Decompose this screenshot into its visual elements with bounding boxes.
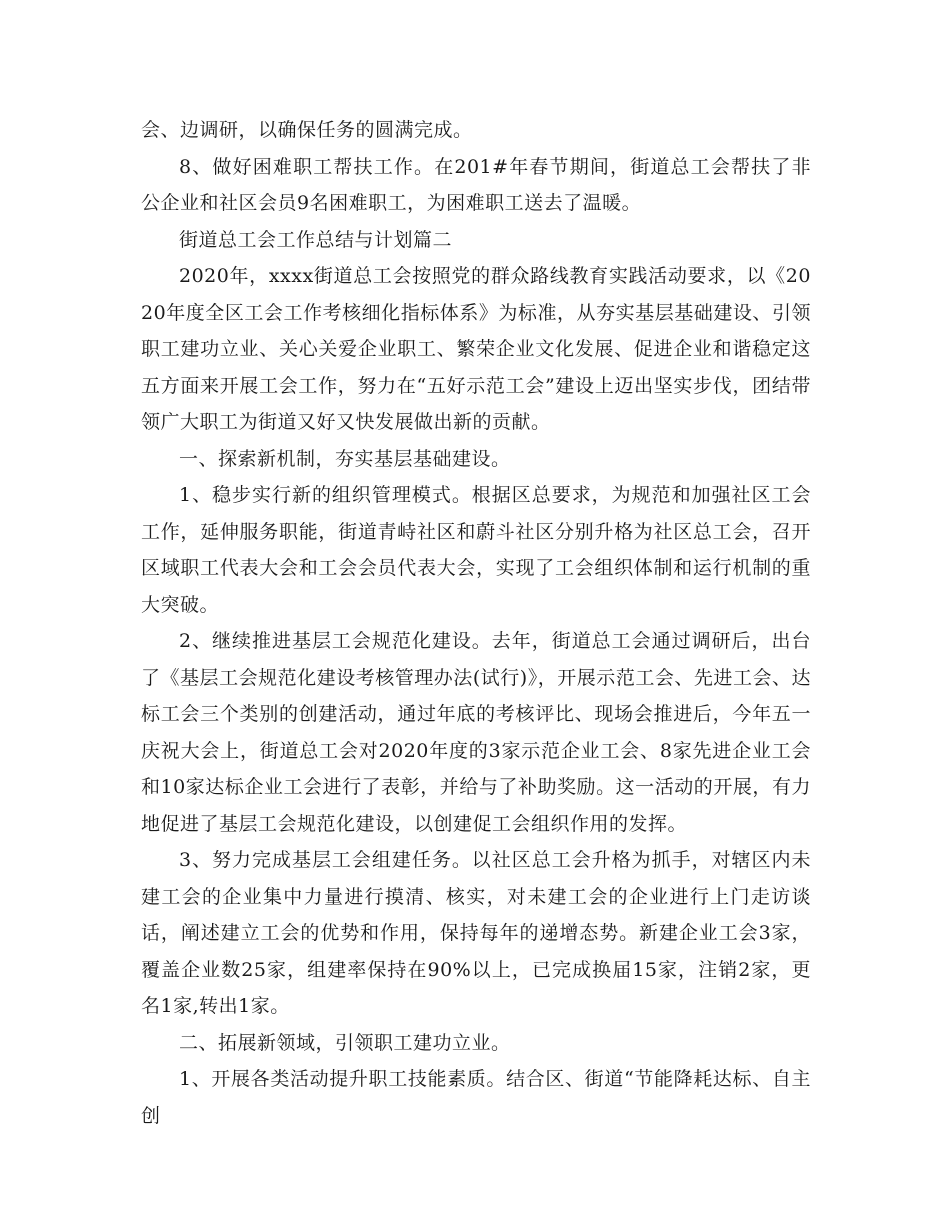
paragraph-part-one-item-3: 3、努力完成基层工会组建任务。以社区总工会升格为抓手，对辖区内未建工会的企业集中力量进行摸清、核实，对未建工会的企业进行上门走访谈话，阐述建立工会的优势和作用，保持每年的递增态势。新建企业工会3家，覆盖企业数25家，组建率保持在90%以上，已完成换届15家，注销2家，更名1家,转出1家。 (141, 849, 811, 1017)
paragraph-part-two-item-1: 1、开展各类活动提升职工技能素质。结合区、街道“节能降耗达标、自主创 (141, 1068, 811, 1127)
paragraph-intro: 2020年，xxxx街道总工会按照党的群众路线教育实践活动要求，以《2020年度全区工会工作考核细化指标体系》为标准，从夯实基层基础建设、引领职工建功立业、关心关爱企业职工、繁荣企业文化发展、促进企业和谐稳定这五方面来开展工会工作，努力在“五好示范工会”建设上迈出坚实步伐，团结带领广大职工为街道又好又快发展做出新的贡献。 (141, 265, 811, 433)
paragraph-continuation: 会、边调研，以确保任务的圆满完成。 (141, 119, 473, 141)
section-title: 街道总工会工作总结与计划篇二 (179, 228, 453, 251)
paragraph-part-one-item-2: 2、继续推进基层工会规范化建设。去年，街道总工会通过调研后，出台了《基层工会规范化建设考核管理办法(试行)》，开展示范工会、先进工会、达标工会三个类别的创建活动，通过年底的考核评比、现场会推进后，今年五一庆祝大会上，街道总工会对2020年度的3家示范企业工会、8家先进企业工会和10家达标企业工会进行了表彰，并给与了补助奖励。这一活动的开展，有力地促进了基层工会规范化建设，以创建促工会组织作用的发挥。 (141, 630, 811, 835)
heading-part-two: 二、拓展新领域，引领职工建功立业。 (179, 1031, 511, 1054)
paragraph-item-8: 8、做好困难职工帮扶工作。在201#年春节期间，街道总工会帮扶了非公企业和社区会员9名困难职工，为困难职工送去了温暖。 (141, 155, 811, 214)
heading-part-one: 一、探索新机制，夯实基层基础建设。 (179, 447, 511, 470)
paragraph-part-one-item-1: 1、稳步实行新的组织管理模式。根据区总要求，为规范和加强社区工会工作，延伸服务职能，街道青峙社区和蔚斗社区分别升格为社区总工会，召开区域职工代表大会和工会会员代表大会，实现了工会组织体制和运行机制的重大突破。 (141, 484, 811, 616)
document-body (141, 112, 811, 1134)
